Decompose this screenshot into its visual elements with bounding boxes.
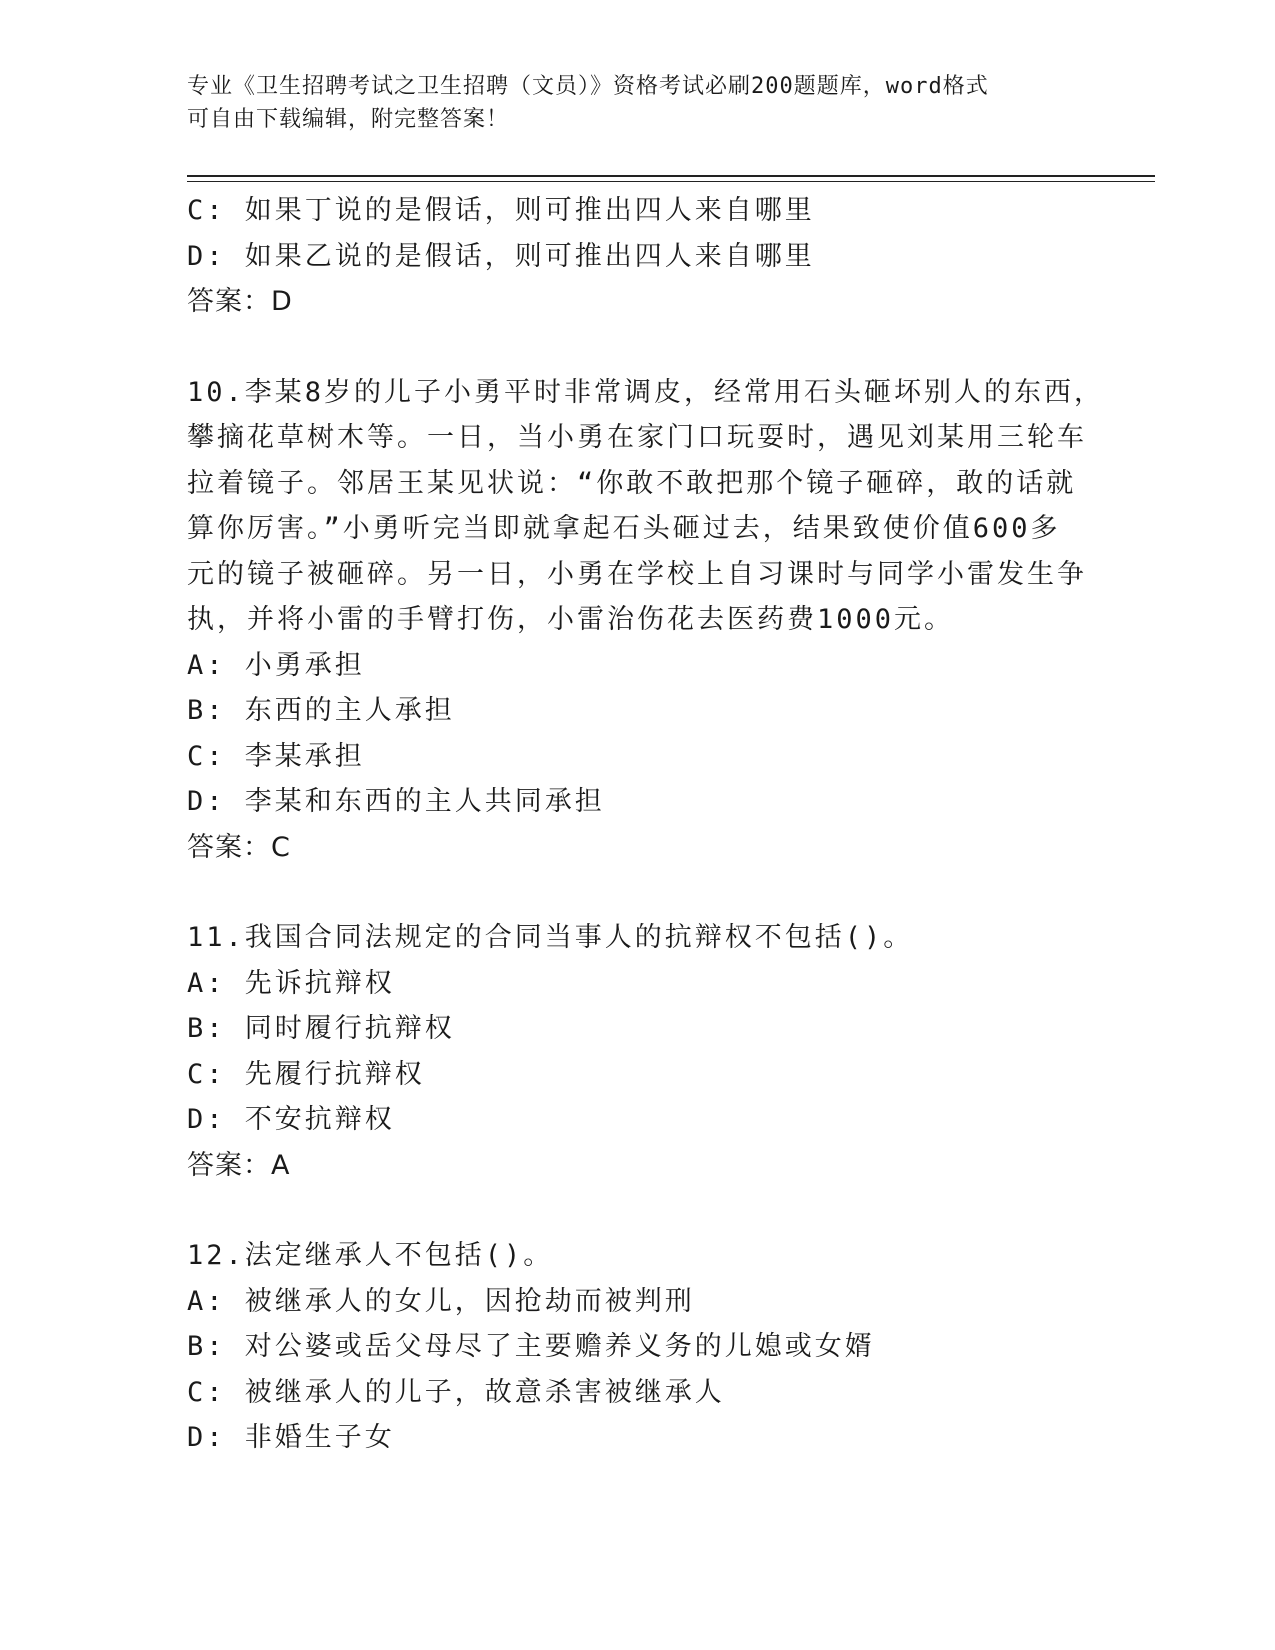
question-12 [187,1233,1107,1461]
question-stem-line: 算你厉害。”小勇听完当即就拿起石头砸过去，结果致使价值600多 [187,513,1061,544]
question-stem-line: 拉着镜子。邻居王某见状说：“你敢不敢把那个镜子砸碎，敢的话就 [187,467,1077,499]
question-11 [187,915,1107,1188]
option-b: B: 同时履行抗辩权 [187,1013,455,1044]
question-stem: 11.我国合同法规定的合同当事人的抗辩权不包括()。 [187,922,914,953]
answer-label: 答案：C [187,831,291,863]
question-stem-line: 执，并将小雷的手臂打伤，小雷治伤花去医药费1000元。 [187,604,955,635]
question-stem-line: 攀摘花草树木等。一日，当小勇在家门口玩耍时，遇见刘某用三轮车 [187,422,1087,453]
question-9-tail [187,188,1107,325]
header-divider-thin [187,181,1155,182]
option-d: D: 如果乙说的是假话，则可推出四人来自哪里 [187,240,815,272]
answer-label: 答案：A [187,1149,291,1181]
option-d: D: 李某和东西的主人共同承担 [187,786,605,817]
option-c: C: 如果丁说的是假话，则可推出四人来自哪里 [187,195,815,226]
answer-label: 答案：D [187,286,293,317]
spacer [187,870,1107,915]
document-header [187,70,1087,136]
spacer [187,325,1107,370]
question-stem-line: 元的镜子被砸碎。另一日，小勇在学校上自习课时与同学小雷发生争 [187,558,1087,590]
option-c: C: 先履行抗辩权 [187,1058,425,1090]
option-c: C: 被继承人的儿子，故意杀害被继承人 [187,1376,725,1408]
header-line-2: 可自由下载编辑，附完整答案！ [187,107,510,132]
option-a: A: 小勇承担 [187,649,365,681]
option-d: D: 非婚生子女 [187,1422,395,1453]
question-stem: 12.法定继承人不包括()。 [187,1240,554,1271]
option-b: B: 东西的主人承担 [187,695,455,726]
question-stem-line: 10.李某8岁的儿子小勇平时非常调皮，经常用石头砸坏别人的东西， [187,376,1105,408]
question-content [187,188,1107,1461]
header-divider-thick [187,175,1155,177]
option-a: A: 被继承人的女儿，因抢劫而被判刑 [187,1285,695,1317]
option-a: A: 先诉抗辩权 [187,967,395,999]
option-d: D: 不安抗辩权 [187,1104,395,1135]
option-b: B: 对公婆或岳父母尽了主要赡养义务的儿媳或女婿 [187,1331,875,1362]
header-line-1: 专业《卫生招聘考试之卫生招聘（文员）》资格考试必刷200题题库，word格式 [187,74,989,99]
spacer [187,1188,1107,1233]
question-10 [187,370,1107,871]
option-c: C: 李某承担 [187,740,365,772]
